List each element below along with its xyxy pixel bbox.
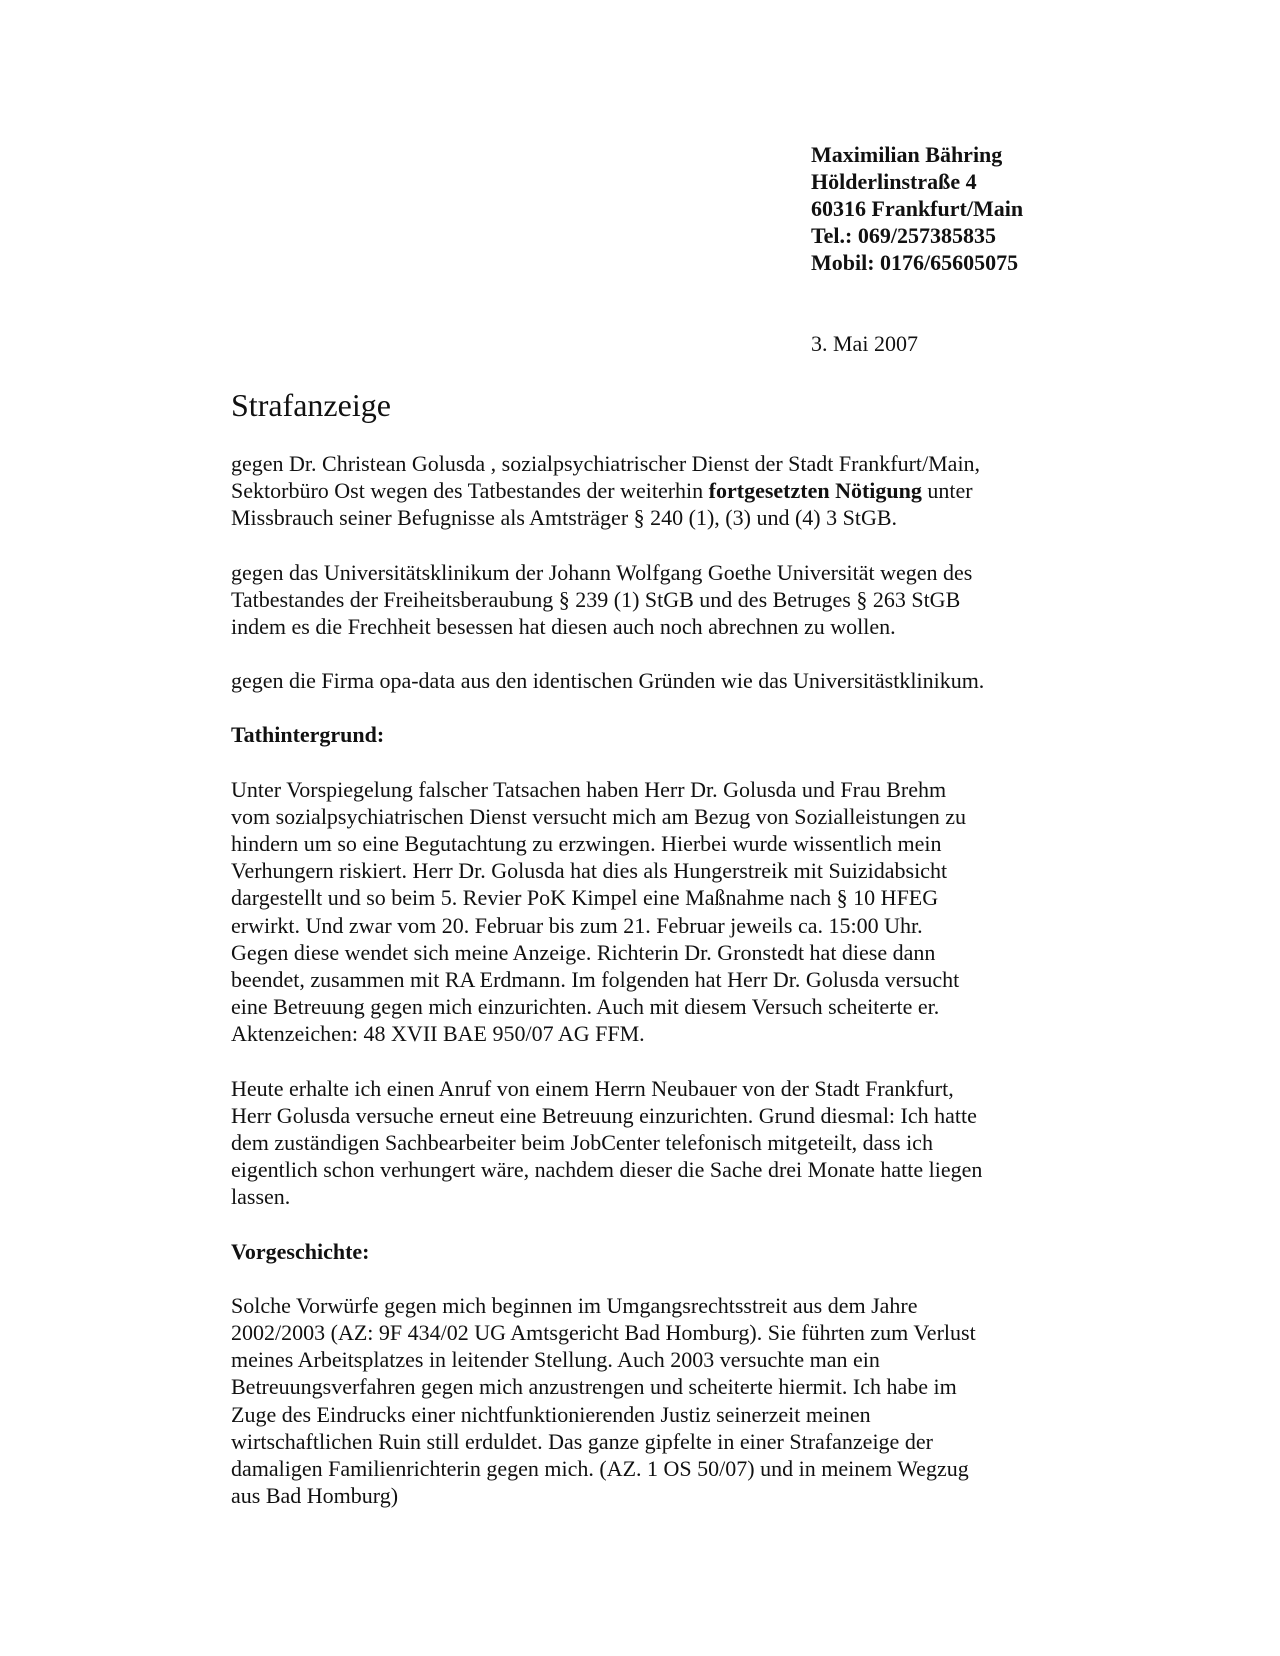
sender-city: 60316 Frankfurt/Main (811, 196, 1024, 221)
text-line: Herr Golusda versuche erneut eine Betreuung einzurichten. Grund diesmal: Ich hatte (231, 1102, 977, 1128)
text-line (231, 477, 1081, 504)
text-line: gegen Dr. Christean Golusda , sozialpsychiatrischer Dienst der Stadt Frankfurt/Main, (231, 451, 981, 476)
sender-phone: Tel.: 069/257385835 (811, 223, 996, 248)
text-line: Aktenzeichen: 48 XVII BAE 950/07 AG FFM. (231, 1021, 645, 1047)
text-line: meines Arbeitsplatzes in leitender Stellung. Auch 2003 versuchte man ein (231, 1347, 880, 1373)
tathintergrund-paragraph-2 (231, 1075, 1081, 1211)
text-line: indem es die Frechheit besessen hat diesen auch noch abrechnen zu wollen. (231, 614, 896, 640)
text-line: Gegen diese wendet sich meine Anzeige. Richterin Dr. Gronstedt hat diese dann (231, 939, 936, 965)
vorgeschichte-paragraph-1 (231, 1292, 1081, 1510)
text-line: Unter Vorspiegelung falscher Tatsachen haben Herr Dr. Golusda und Frau Brehm (231, 776, 947, 802)
sender-mobile: Mobil: 0176/65605075 (811, 250, 1019, 275)
complaint-paragraph-3 (231, 667, 1081, 694)
sender-name: Maximilian Bähring (811, 142, 1003, 167)
sender-street: Hölderlinstraße 4 (811, 169, 977, 194)
text-segment: unter (921, 478, 973, 504)
text-line: eigentlich schon verhungert wäre, nachdem dieser die Sache drei Monate hatte liegen (231, 1157, 983, 1183)
text-line: erwirkt. Und zwar vom 20. Februar bis zum 21. Februar jeweils ca. 15:00 Uhr. (231, 912, 923, 938)
text-line: gegen das Universitätsklinikum der Johann Wolfgang Goethe Universität wegen des (231, 559, 973, 585)
text-line: beendet, zusammen mit RA Erdmann. Im folgenden hat Herr Dr. Golusda versucht (231, 967, 960, 993)
text-line: Solche Vorwürfe gegen mich beginnen im Umgangsrechtsstreit aus dem Jahre (231, 1292, 918, 1318)
text-line: aus Bad Homburg) (231, 1483, 399, 1509)
text-line: damaligen Familienrichterin gegen mich. (AZ. 1 OS 50/07) und in meinem Wegzug (231, 1456, 969, 1482)
complaint-paragraph-1 (231, 450, 1081, 532)
document-title: Strafanzeige (231, 387, 391, 423)
text-line: Heute erhalte ich einen Anruf von einem Herrn Neubauer von der Stadt Frankfurt, (231, 1075, 954, 1101)
text-line: lassen. (231, 1184, 291, 1210)
text-line: eine Betreuung gegen mich einzurichten. Auch mit diesem Versuch scheiterte er. (231, 994, 940, 1020)
document-body (231, 450, 1081, 1537)
text-line: dargestellt und so beim 5. Revier PoK Kimpel eine Maßnahme nach § 10 HFEG (231, 885, 939, 911)
section-heading-tathintergrund: Tathintergrund: (231, 722, 385, 748)
emphasized-text: fortgesetzten Nötigung (708, 478, 922, 504)
text-segment: Sektorbüro Ost wegen des Tatbestandes der weiterhin (231, 478, 709, 504)
text-line: dem zuständigen Sachbearbeiter beim JobCenter telefonisch mitgeteilt, dass ich (231, 1130, 933, 1156)
letter-date: 3. Mai 2007 (811, 331, 918, 356)
complaint-paragraph-2 (231, 559, 1081, 641)
sender-address-block (811, 141, 1023, 276)
text-line: Betreuungsverfahren gegen mich anzustrengen und scheiterte hiermit. Ich habe im (231, 1374, 957, 1400)
text-line: 2002/2003 (AZ: 9F 434/02 UG Amtsgericht Bad Homburg). Sie führten zum Verlust (231, 1320, 976, 1346)
tathintergrund-paragraph-1 (231, 776, 1081, 1048)
text-line: Zuge des Eindrucks einer nichtfunktionierenden Justiz seinerzeit meinen (231, 1401, 871, 1427)
text-line: Tatbestandes der Freiheitsberaubung § 239 (1) StGB und des Betruges § 263 StGB (231, 586, 961, 612)
text-line: vom sozialpsychiatrischen Dienst versucht mich am Bezug von Sozialleistungen zu (231, 803, 966, 829)
section-heading-vorgeschichte: Vorgeschichte: (231, 1238, 370, 1264)
text-line: wirtschaftlichen Ruin still erduldet. Das ganze gipfelte in einer Strafanzeige der (231, 1428, 933, 1454)
text-line: gegen die Firma opa-data aus den identischen Gründen wie das Universitästklinikum. (231, 668, 985, 694)
text-line: hindern um so eine Begutachtung zu erzwingen. Hierbei wurde wissentlich mein (231, 831, 942, 857)
text-line: Missbrauch seiner Befugnisse als Amtsträger § 240 (1), (3) und (4) 3 StGB. (231, 505, 898, 531)
text-line: Verhungern riskiert. Herr Dr. Golusda hat dies als Hungerstreik mit Suizidabsicht (231, 858, 948, 884)
